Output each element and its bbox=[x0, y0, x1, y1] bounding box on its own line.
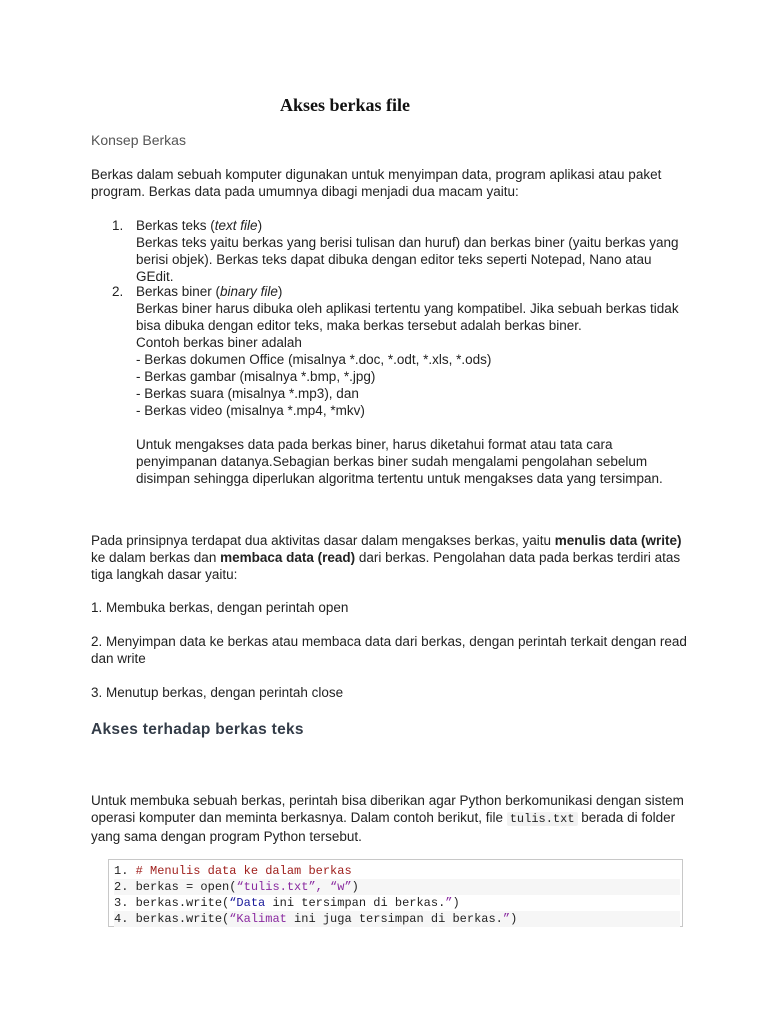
inline-code: tulis.txt bbox=[507, 812, 578, 826]
binary-note: Untuk mengakses data pada berkas biner, harus diketahui format atau tata cara penyimpanan datanya.Sebagian berkas biner sudah mengalami pengolahan sebelum disimpan sehingga diperlukan algoritma tertentu untuk mengakses data yang tersimpan. bbox=[136, 437, 663, 486]
list-item-label: Berkas teks (text file) bbox=[136, 218, 263, 233]
section-heading-konsep-berkas: Konsep Berkas bbox=[91, 132, 186, 148]
page-title: Akses berkas file bbox=[280, 95, 410, 115]
list-item-body bbox=[136, 283, 684, 487]
list-item-body bbox=[136, 217, 684, 285]
code-line: 1. # Menulis data ke dalam berkas bbox=[114, 864, 352, 878]
step-item: 1. Membuka berkas, dengan perintah open bbox=[91, 600, 349, 615]
list-item-description: Berkas teks yaitu berkas yang berisi tulisan dan huruf) dan berkas biner (yaitu berkas yang berisi objek). Berkas teks dapat dibuka dengan editor teks seperti Notepad, Nano atau GEdit. bbox=[136, 235, 679, 284]
step-item: 2. Menyimpan data ke berkas atau membaca data dari berkas, dengan perintah terkait dengan read dan write bbox=[91, 634, 687, 666]
code-line: 2. berkas = open(“tulis.txt”, “w”) bbox=[114, 879, 680, 895]
list-number: 2. bbox=[112, 284, 124, 299]
list-number: 1. bbox=[112, 218, 124, 233]
examples-intro: Contoh berkas biner adalah bbox=[136, 335, 302, 350]
example-line: - Berkas video (misalnya *.mp4, *mkv) bbox=[136, 403, 365, 418]
code-line: 3. berkas.write(“Data ini tersimpan di berkas.”) bbox=[114, 896, 460, 910]
section-heading-akses-berkas-teks: Akses terhadap berkas teks bbox=[91, 721, 304, 738]
python-paragraph: Untuk membuka sebuah berkas, perintah bisa diberikan agar Python berkomunikasi dengan sistem operasi komputer dan meminta berkasnya. Dalam contoh berikut, file tulis.txt berada di folder yang sama dengan program Python tersebut. bbox=[91, 793, 684, 844]
list-item-description: Berkas biner harus dibuka oleh aplikasi tertentu yang kompatibel. Jika sebuah berkas tidak bisa dibuka dengan editor teks, maka berkas tersebut adalah berkas biner. bbox=[136, 301, 679, 333]
code-block bbox=[108, 859, 683, 927]
intro-paragraph: Berkas dalam sebuah komputer digunakan untuk menyimpan data, program aplikasi atau paket program. Berkas data pada umumnya dibagi menjadi dua macam yaitu: bbox=[91, 167, 662, 199]
list-item-label: Berkas biner (binary file) bbox=[136, 284, 283, 299]
principles-paragraph: Pada prinsipnya terdapat dua aktivitas dasar dalam mengakses berkas, yaitu menulis data (write) ke dalam berkas dan membaca data (read) dari berkas. Pengolahan data pada berkas terdiri atas tiga langkah dasar yaitu: bbox=[91, 533, 682, 582]
example-line: - Berkas gambar (misalnya *.bmp, *.jpg) bbox=[136, 369, 376, 384]
code-line: 4. berkas.write(“Kalimat ini juga tersimpan di berkas.”) bbox=[114, 911, 680, 927]
example-line: - Berkas suara (misalnya *.mp3), dan bbox=[136, 386, 359, 401]
step-item: 3. Menutup berkas, dengan perintah close bbox=[91, 685, 344, 700]
example-line: - Berkas dokumen Office (misalnya *.doc, *.odt, *.xls, *.ods) bbox=[136, 352, 492, 367]
